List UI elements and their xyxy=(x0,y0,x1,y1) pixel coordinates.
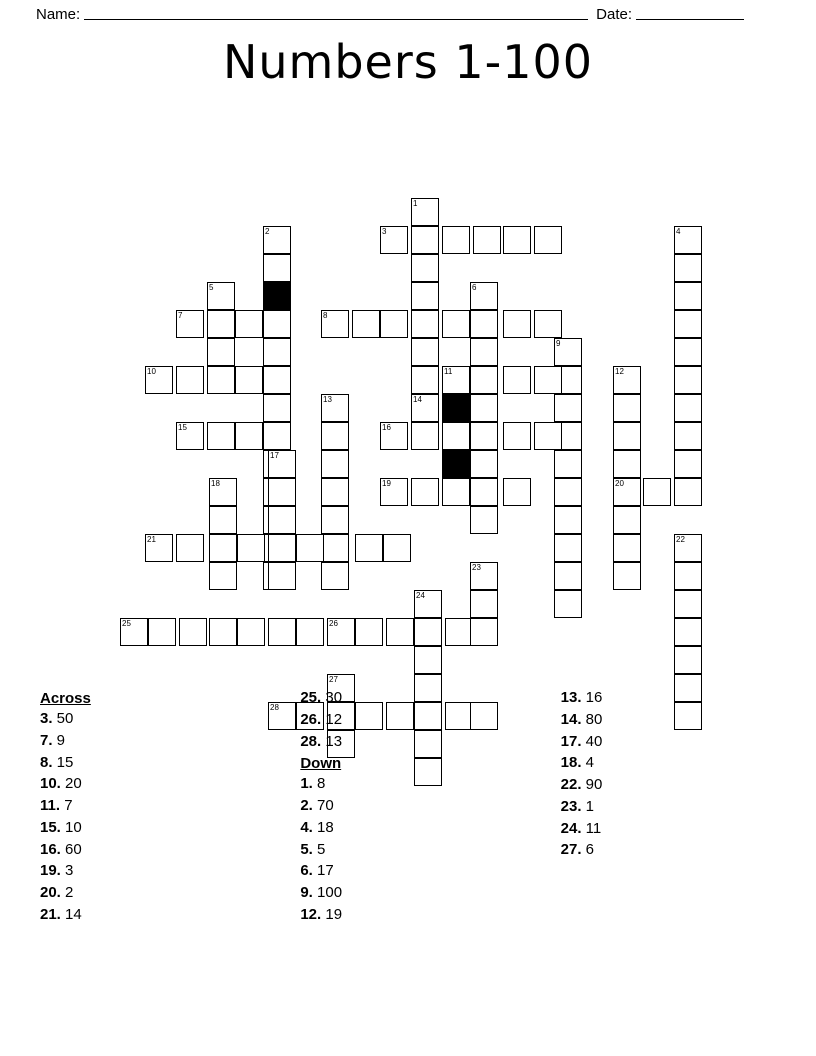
clue-text: 1 xyxy=(581,797,595,815)
clue-text: 70 xyxy=(312,797,334,814)
grid-cell[interactable] xyxy=(674,310,702,338)
grid-cell[interactable] xyxy=(209,506,237,534)
clue-number: 11. xyxy=(40,797,61,814)
grid-cell-number: 28 xyxy=(270,702,279,712)
grid-cell[interactable] xyxy=(554,562,582,590)
grid-cell[interactable] xyxy=(613,506,641,534)
grid-cell[interactable] xyxy=(380,422,408,450)
grid-cell-number: 20 xyxy=(615,478,624,488)
clue-item xyxy=(40,733,255,749)
grid-cell-blocked xyxy=(442,394,470,422)
grid-cell[interactable] xyxy=(263,338,291,366)
grid-cell[interactable] xyxy=(411,254,439,282)
clue-text: 60 xyxy=(60,840,82,858)
grid-cell-number: 26 xyxy=(329,618,338,628)
grid-cell-number: 10 xyxy=(147,366,156,376)
grid-cell[interactable] xyxy=(534,226,562,254)
grid-cell[interactable] xyxy=(613,394,641,422)
grid-cell[interactable] xyxy=(411,226,439,254)
clue-item xyxy=(300,776,515,792)
clue-number: 22. xyxy=(560,776,582,793)
grid-cell[interactable] xyxy=(470,562,498,590)
clue-text: 11 xyxy=(581,819,602,837)
grid-cell[interactable] xyxy=(442,422,470,450)
grid-cell[interactable] xyxy=(268,450,296,478)
name-write-line xyxy=(84,7,588,20)
clue-item xyxy=(561,777,776,793)
grid-cell-number: 16 xyxy=(382,422,391,432)
grid-cell[interactable] xyxy=(176,534,204,562)
grid-cell[interactable] xyxy=(470,478,498,506)
grid-cell[interactable] xyxy=(207,282,235,310)
clue-text: 40 xyxy=(581,732,603,750)
clue-item xyxy=(40,863,255,879)
clue-text: 5 xyxy=(312,840,326,858)
grid-cell[interactable] xyxy=(674,562,702,590)
grid-cell[interactable] xyxy=(554,394,582,422)
grid-cell-number: 4 xyxy=(676,226,681,236)
clue-item xyxy=(40,842,255,858)
clue-item xyxy=(561,690,776,706)
clue-item xyxy=(300,798,515,814)
grid-cell[interactable] xyxy=(237,534,265,562)
grid-cell[interactable] xyxy=(643,478,671,506)
grid-cell[interactable] xyxy=(470,366,498,394)
clue-number: 1. xyxy=(300,775,313,793)
grid-cell[interactable] xyxy=(380,310,408,338)
clue-number: 8. xyxy=(40,753,53,771)
grid-cell[interactable] xyxy=(503,310,531,338)
grid-cell[interactable] xyxy=(386,618,414,646)
clue-text: 7 xyxy=(60,797,73,814)
clue-text: 14 xyxy=(60,905,82,923)
grid-cell[interactable] xyxy=(554,506,582,534)
grid-cell-number: 3 xyxy=(382,226,387,236)
grid-cell[interactable] xyxy=(296,618,324,646)
grid-cell[interactable] xyxy=(209,478,237,506)
grid-cell[interactable] xyxy=(207,310,235,338)
grid-cell-number: 14 xyxy=(413,394,422,404)
grid-cell[interactable] xyxy=(470,506,498,534)
clue-number: 3. xyxy=(40,710,53,727)
grid-cell[interactable] xyxy=(554,590,582,618)
grid-cell[interactable] xyxy=(554,478,582,506)
grid-cell[interactable] xyxy=(554,534,582,562)
grid-cell[interactable] xyxy=(321,310,349,338)
grid-cell-number: 8 xyxy=(323,310,328,320)
grid-cell[interactable] xyxy=(235,422,263,450)
grid-cell[interactable] xyxy=(145,534,173,562)
clue-item xyxy=(300,820,515,836)
clue-text: 16 xyxy=(581,689,603,706)
clue-text: 100 xyxy=(312,884,343,901)
clue-item xyxy=(300,734,515,750)
grid-cell[interactable] xyxy=(209,618,237,646)
clue-item xyxy=(40,755,255,771)
clue-number: 9. xyxy=(300,884,313,901)
grid-cell-number: 23 xyxy=(472,562,481,572)
clue-text: 10 xyxy=(60,818,82,836)
grid-cell[interactable] xyxy=(209,562,237,590)
clue-number: 20. xyxy=(40,884,61,901)
grid-cell[interactable] xyxy=(235,310,263,338)
grid-cell[interactable] xyxy=(411,478,439,506)
grid-cell[interactable] xyxy=(414,618,442,646)
clue-item xyxy=(300,690,515,706)
clue-item xyxy=(40,776,255,792)
grid-cell-number: 11 xyxy=(444,366,453,376)
grid-cell-number: 9 xyxy=(556,338,561,348)
page-title: Numbers 1-100 xyxy=(222,35,594,89)
grid-cell[interactable] xyxy=(470,310,498,338)
clue-item xyxy=(40,820,255,836)
clue-item xyxy=(300,907,515,923)
grid-cell[interactable] xyxy=(352,310,380,338)
worksheet-header xyxy=(0,0,816,23)
grid-cell-number: 21 xyxy=(147,534,156,544)
grid-cell[interactable] xyxy=(613,562,641,590)
clue-number: 21. xyxy=(40,905,61,923)
grid-cell[interactable] xyxy=(414,590,442,618)
clue-item xyxy=(561,734,776,750)
clue-number: 27. xyxy=(560,841,582,859)
grid-cell[interactable] xyxy=(263,394,291,422)
grid-cell[interactable] xyxy=(321,534,349,562)
clue-text: 20 xyxy=(60,775,82,793)
grid-cell[interactable] xyxy=(674,478,702,506)
grid-cell[interactable] xyxy=(674,590,702,618)
clue-item xyxy=(561,821,776,837)
grid-cell-number: 27 xyxy=(329,674,338,684)
grid-cell[interactable] xyxy=(207,366,235,394)
grid-cell-number: 17 xyxy=(270,450,279,460)
clues-column-1 xyxy=(40,690,255,929)
clue-number: 16. xyxy=(40,840,61,858)
grid-cell[interactable] xyxy=(473,226,501,254)
grid-cell[interactable] xyxy=(674,394,702,422)
grid-cell[interactable] xyxy=(445,618,473,646)
clue-text: 18 xyxy=(312,818,334,836)
grid-cell-number: 7 xyxy=(178,310,183,320)
grid-cell[interactable] xyxy=(209,534,237,562)
grid-cell[interactable] xyxy=(554,338,582,366)
clue-item xyxy=(561,755,776,771)
grid-cell-number: 25 xyxy=(122,618,131,628)
grid-cell[interactable] xyxy=(355,618,383,646)
clue-text: 15 xyxy=(52,753,74,771)
grid-cell-number: 24 xyxy=(416,590,425,600)
grid-cell[interactable] xyxy=(674,450,702,478)
clue-item xyxy=(561,842,776,858)
grid-cell-number: 5 xyxy=(209,282,214,292)
grid-cell[interactable] xyxy=(235,366,263,394)
grid-cell-number: 18 xyxy=(211,478,220,488)
grid-cell[interactable] xyxy=(470,282,498,310)
grid-cell[interactable] xyxy=(674,226,702,254)
clue-number: 4. xyxy=(300,818,313,836)
down-heading: Down xyxy=(300,755,342,773)
grid-cell[interactable] xyxy=(380,226,408,254)
clue-number: 2. xyxy=(300,797,313,814)
clue-number: 14. xyxy=(560,710,582,728)
grid-cell[interactable] xyxy=(674,282,702,310)
date-label: Date: xyxy=(596,6,632,23)
clue-number: 23. xyxy=(560,797,582,815)
grid-cell[interactable] xyxy=(554,450,582,478)
grid-cell[interactable] xyxy=(613,534,641,562)
grid-cell[interactable] xyxy=(263,422,291,450)
clue-number: 25. xyxy=(300,689,322,706)
grid-cell[interactable] xyxy=(470,590,498,618)
grid-cell[interactable] xyxy=(534,366,562,394)
clue-number: 26. xyxy=(300,710,322,728)
clue-text: 80 xyxy=(581,710,603,728)
grid-cell[interactable] xyxy=(411,366,439,394)
grid-cell-number: 19 xyxy=(382,478,391,488)
clue-item xyxy=(300,863,515,879)
clue-text: 4 xyxy=(581,754,595,772)
grid-cell[interactable] xyxy=(470,394,498,422)
clue-item xyxy=(40,885,255,901)
grid-cell-number: 1 xyxy=(413,198,418,208)
clue-item xyxy=(300,885,515,901)
grid-cell[interactable] xyxy=(503,366,531,394)
grid-cell[interactable] xyxy=(327,618,355,646)
clue-number: 13. xyxy=(560,689,582,706)
grid-cell[interactable] xyxy=(321,450,349,478)
grid-cell[interactable] xyxy=(503,226,531,254)
clue-item xyxy=(561,799,776,815)
clue-number: 19. xyxy=(40,862,61,880)
grid-cell[interactable] xyxy=(534,422,562,450)
grid-cell[interactable] xyxy=(268,618,296,646)
grid-cell[interactable] xyxy=(268,506,296,534)
clue-text: 8 xyxy=(312,775,326,793)
grid-cell[interactable] xyxy=(674,338,702,366)
grid-cell-number: 13 xyxy=(323,394,332,404)
grid-cell[interactable] xyxy=(674,366,702,394)
grid-cell[interactable] xyxy=(411,198,439,226)
clue-text: 9 xyxy=(52,731,66,749)
grid-cell[interactable] xyxy=(674,534,702,562)
grid-cell[interactable] xyxy=(613,450,641,478)
clue-text: 30 xyxy=(321,689,343,706)
clue-text: 6 xyxy=(581,841,595,859)
clue-text: 19 xyxy=(321,905,343,923)
grid-cell[interactable] xyxy=(534,310,562,338)
grid-cell[interactable] xyxy=(442,366,470,394)
grid-cell[interactable] xyxy=(321,478,349,506)
grid-cell[interactable] xyxy=(674,422,702,450)
clue-number: 15. xyxy=(40,818,61,836)
grid-cell-number: 22 xyxy=(676,534,685,544)
clue-number: 5. xyxy=(300,840,313,858)
clue-item xyxy=(40,907,255,923)
grid-cell[interactable] xyxy=(321,562,349,590)
clues-section xyxy=(0,690,816,929)
grid-cell[interactable] xyxy=(380,478,408,506)
grid-cell[interactable] xyxy=(237,618,265,646)
grid-cell[interactable] xyxy=(268,562,296,590)
grid-cell[interactable] xyxy=(176,366,204,394)
grid-cell[interactable] xyxy=(263,226,291,254)
grid-cell[interactable] xyxy=(411,310,439,338)
clue-item xyxy=(300,712,515,728)
grid-cell[interactable] xyxy=(411,338,439,366)
clue-item xyxy=(561,712,776,728)
clue-text: 90 xyxy=(581,776,603,793)
grid-cell[interactable] xyxy=(207,422,235,450)
grid-cell[interactable] xyxy=(321,506,349,534)
grid-cell[interactable] xyxy=(470,422,498,450)
grid-cell[interactable] xyxy=(613,478,641,506)
clue-text: 3 xyxy=(60,862,74,880)
grid-cell-number: 12 xyxy=(615,366,624,376)
across-heading: Across xyxy=(40,690,91,707)
grid-cell-number: 2 xyxy=(265,226,270,236)
clue-number: 18. xyxy=(560,754,582,772)
grid-cell[interactable] xyxy=(179,618,207,646)
grid-cell-number: 15 xyxy=(178,422,187,432)
clue-number: 28. xyxy=(300,732,322,750)
grid-cell[interactable] xyxy=(470,618,498,646)
clue-number: 17. xyxy=(560,732,582,750)
grid-cell[interactable] xyxy=(268,478,296,506)
grid-cell[interactable] xyxy=(355,534,383,562)
grid-cell[interactable] xyxy=(411,394,439,422)
clues-column-3 xyxy=(516,690,776,929)
date-write-line xyxy=(636,7,744,20)
clue-item xyxy=(40,711,255,727)
grid-cell[interactable] xyxy=(296,534,324,562)
clue-number: 12. xyxy=(300,905,322,923)
grid-cell[interactable] xyxy=(613,422,641,450)
grid-cell[interactable] xyxy=(411,282,439,310)
grid-cell[interactable] xyxy=(503,422,531,450)
grid-cell[interactable] xyxy=(263,366,291,394)
grid-cell[interactable] xyxy=(442,226,470,254)
grid-cell[interactable] xyxy=(148,618,176,646)
grid-cell[interactable] xyxy=(442,478,470,506)
grid-cell[interactable] xyxy=(145,366,173,394)
clue-text: 50 xyxy=(52,710,74,727)
grid-cell-blocked xyxy=(442,450,470,478)
grid-cell[interactable] xyxy=(470,338,498,366)
grid-cell[interactable] xyxy=(674,254,702,282)
grid-cell[interactable] xyxy=(207,338,235,366)
name-label: Name: xyxy=(36,6,81,23)
grid-cell[interactable] xyxy=(263,310,291,338)
clue-text: 12 xyxy=(321,710,343,728)
grid-cell[interactable] xyxy=(268,534,296,562)
clue-number: 24. xyxy=(560,819,582,837)
grid-cell[interactable] xyxy=(503,478,531,506)
clue-text: 13 xyxy=(321,732,343,750)
grid-cell[interactable] xyxy=(411,422,439,450)
clues-column-2 xyxy=(255,690,515,929)
grid-cell[interactable] xyxy=(613,366,641,394)
clue-number: 6. xyxy=(300,862,313,880)
grid-cell[interactable] xyxy=(176,422,204,450)
clue-item xyxy=(40,798,255,814)
clue-text: 2 xyxy=(60,884,74,901)
grid-cell[interactable] xyxy=(470,450,498,478)
grid-cell[interactable] xyxy=(321,394,349,422)
grid-cell[interactable] xyxy=(321,422,349,450)
clue-text: 17 xyxy=(312,862,334,880)
grid-cell[interactable] xyxy=(383,534,411,562)
clue-number: 10. xyxy=(40,775,61,793)
grid-cell-blocked xyxy=(263,282,291,310)
clue-item xyxy=(300,842,515,858)
grid-cell[interactable] xyxy=(120,618,148,646)
grid-cell[interactable] xyxy=(176,310,204,338)
clue-number: 7. xyxy=(40,731,53,749)
grid-cell[interactable] xyxy=(674,646,702,674)
grid-cell[interactable] xyxy=(442,310,470,338)
grid-cell[interactable] xyxy=(263,254,291,282)
grid-cell[interactable] xyxy=(414,646,442,674)
grid-cell[interactable] xyxy=(674,618,702,646)
grid-cell-number: 6 xyxy=(472,282,477,292)
